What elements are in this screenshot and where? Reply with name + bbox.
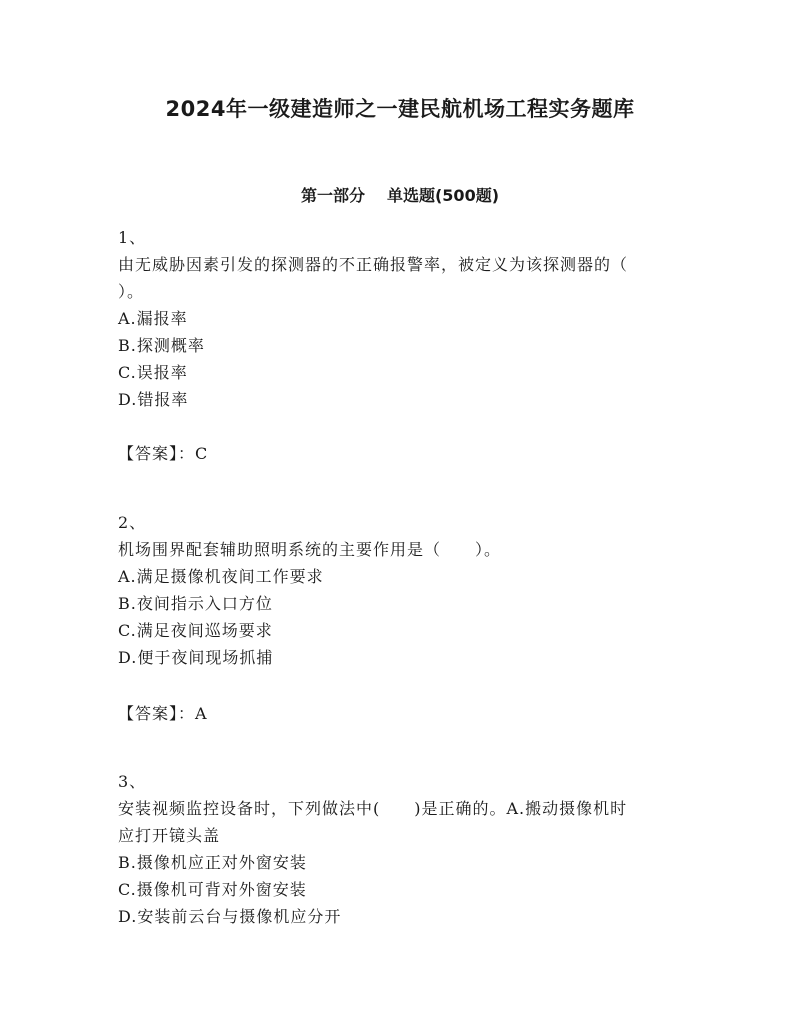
section-heading xyxy=(0,183,800,209)
question-stem-line: ）。 xyxy=(118,282,145,301)
question-stem-line: 由无威胁因素引发的探测器的不正确报警率，被定义为该探测器的（ xyxy=(118,255,629,274)
option-b: B.探测概率 xyxy=(118,336,205,355)
question-1 xyxy=(118,224,678,413)
answer-1 xyxy=(118,440,208,467)
option-b: B.摄像机应正对外窗安装 xyxy=(118,853,307,872)
option-a: A.漏报率 xyxy=(118,309,188,328)
question-stem-line: 应打开镜头盖 xyxy=(118,826,221,845)
option-d: D.错报率 xyxy=(118,390,189,409)
option-c: C.误报率 xyxy=(118,363,188,382)
question-number: 1、 xyxy=(118,228,147,247)
section-name: 单选题(500题) xyxy=(386,186,500,205)
option-c: C.满足夜间巡场要求 xyxy=(118,621,273,640)
option-a: A.满足摄像机夜间工作要求 xyxy=(118,567,324,586)
answer-label: 【答案】： xyxy=(118,444,196,463)
option-d: D.便于夜间现场抓捕 xyxy=(118,648,274,667)
question-number: 3、 xyxy=(118,772,147,791)
answer-label: 【答案】： xyxy=(118,704,196,723)
option-b: B.夜间指示入口方位 xyxy=(118,594,273,613)
document-title: 2024年一级建造师之一建民航机场工程实务题库 xyxy=(165,97,635,121)
option-c: C.摄像机可背对外窗安装 xyxy=(118,880,307,899)
question-2 xyxy=(118,509,678,671)
answer-value: C xyxy=(195,444,209,463)
question-number: 2、 xyxy=(118,513,147,532)
section-part: 第一部分 xyxy=(300,186,365,205)
question-3 xyxy=(118,768,678,930)
question-stem-line: 机场围界配套辅助照明系统的主要作用是（ ）。 xyxy=(118,540,502,559)
question-stem-line: 安装视频监控设备时，下列做法中( )是正确的。A.搬动摄像机时 xyxy=(118,799,628,818)
option-d: D.安装前云台与摄像机应分开 xyxy=(118,907,342,926)
answer-value: A xyxy=(195,704,208,723)
answer-2 xyxy=(118,700,208,727)
